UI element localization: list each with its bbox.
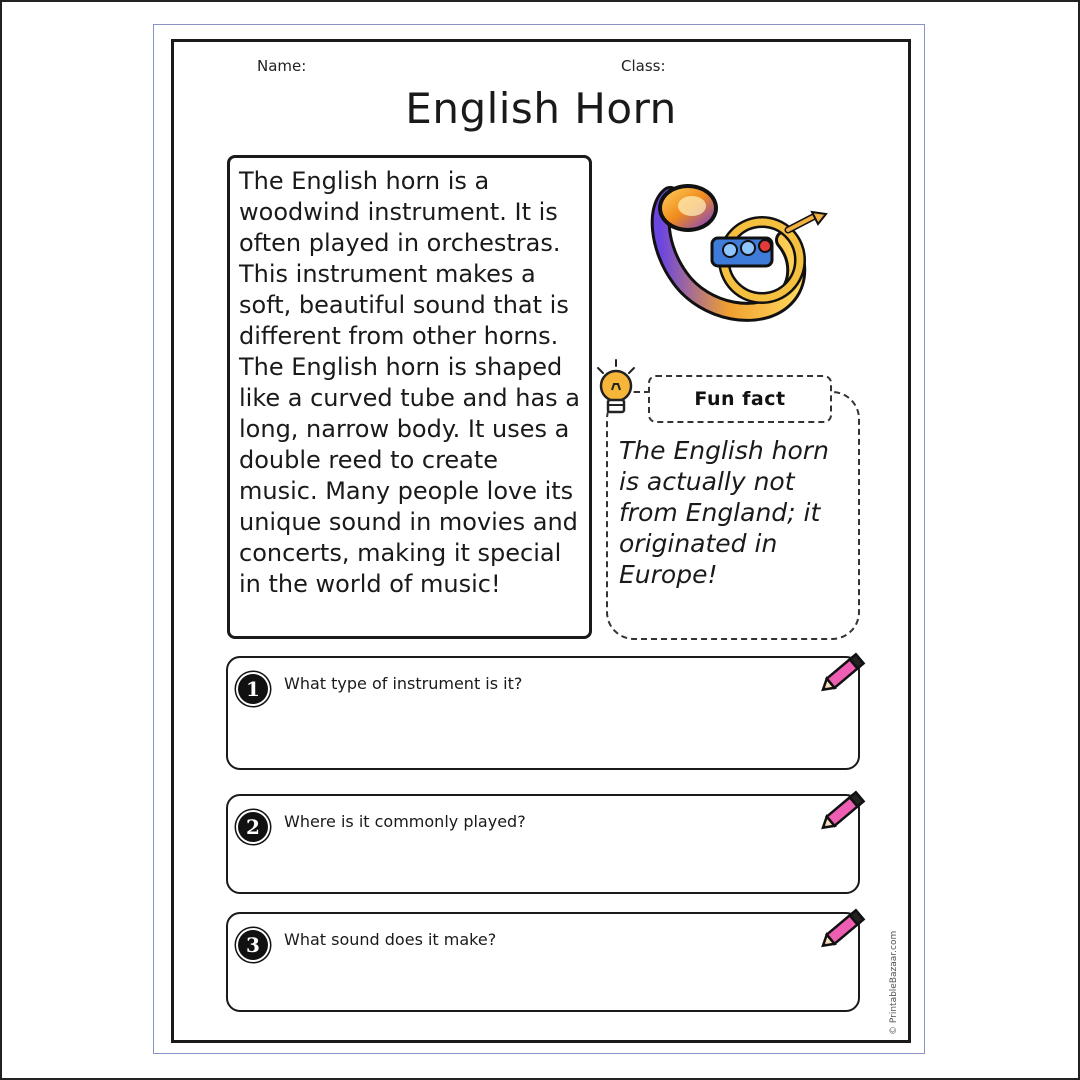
class-label: Class: bbox=[621, 57, 666, 75]
question-number-badge: 2 bbox=[238, 812, 268, 842]
fun-fact-text: The English horn is actually not from England; it originated in Europe! bbox=[619, 436, 829, 589]
question-box-3[interactable] bbox=[226, 912, 860, 1012]
pencil-icon bbox=[814, 906, 870, 956]
question-number-badge: 1 bbox=[238, 674, 268, 704]
copyright-text: © PrintableBazaar.com bbox=[889, 930, 899, 1035]
pencil-icon bbox=[814, 788, 870, 838]
reading-passage: The English horn is a woodwind instrument. It is often played in orchestras. This instrument makes a soft, beautiful sound that is different from other horns. The English horn is shaped like a curved tube and has a long, narrow body. It uses a double reed to create music. Many people love its unique sound in movies and concerts, making it special in the world of music! bbox=[239, 167, 581, 598]
question-box-1[interactable] bbox=[226, 656, 860, 770]
french-horn-illustration-icon bbox=[650, 178, 830, 328]
question-text: What sound does it make? bbox=[284, 930, 497, 949]
question-text: What type of instrument is it? bbox=[284, 674, 523, 693]
fun-fact-heading: Fun fact bbox=[648, 375, 832, 423]
name-label: Name: bbox=[257, 57, 307, 75]
question-box-2[interactable] bbox=[226, 794, 860, 894]
question-number-badge: 3 bbox=[238, 930, 268, 960]
page-title: English Horn bbox=[405, 84, 677, 133]
question-text: Where is it commonly played? bbox=[284, 812, 526, 831]
pencil-icon bbox=[814, 650, 870, 700]
reading-passage-box bbox=[227, 155, 592, 639]
lightbulb-icon bbox=[592, 358, 642, 422]
